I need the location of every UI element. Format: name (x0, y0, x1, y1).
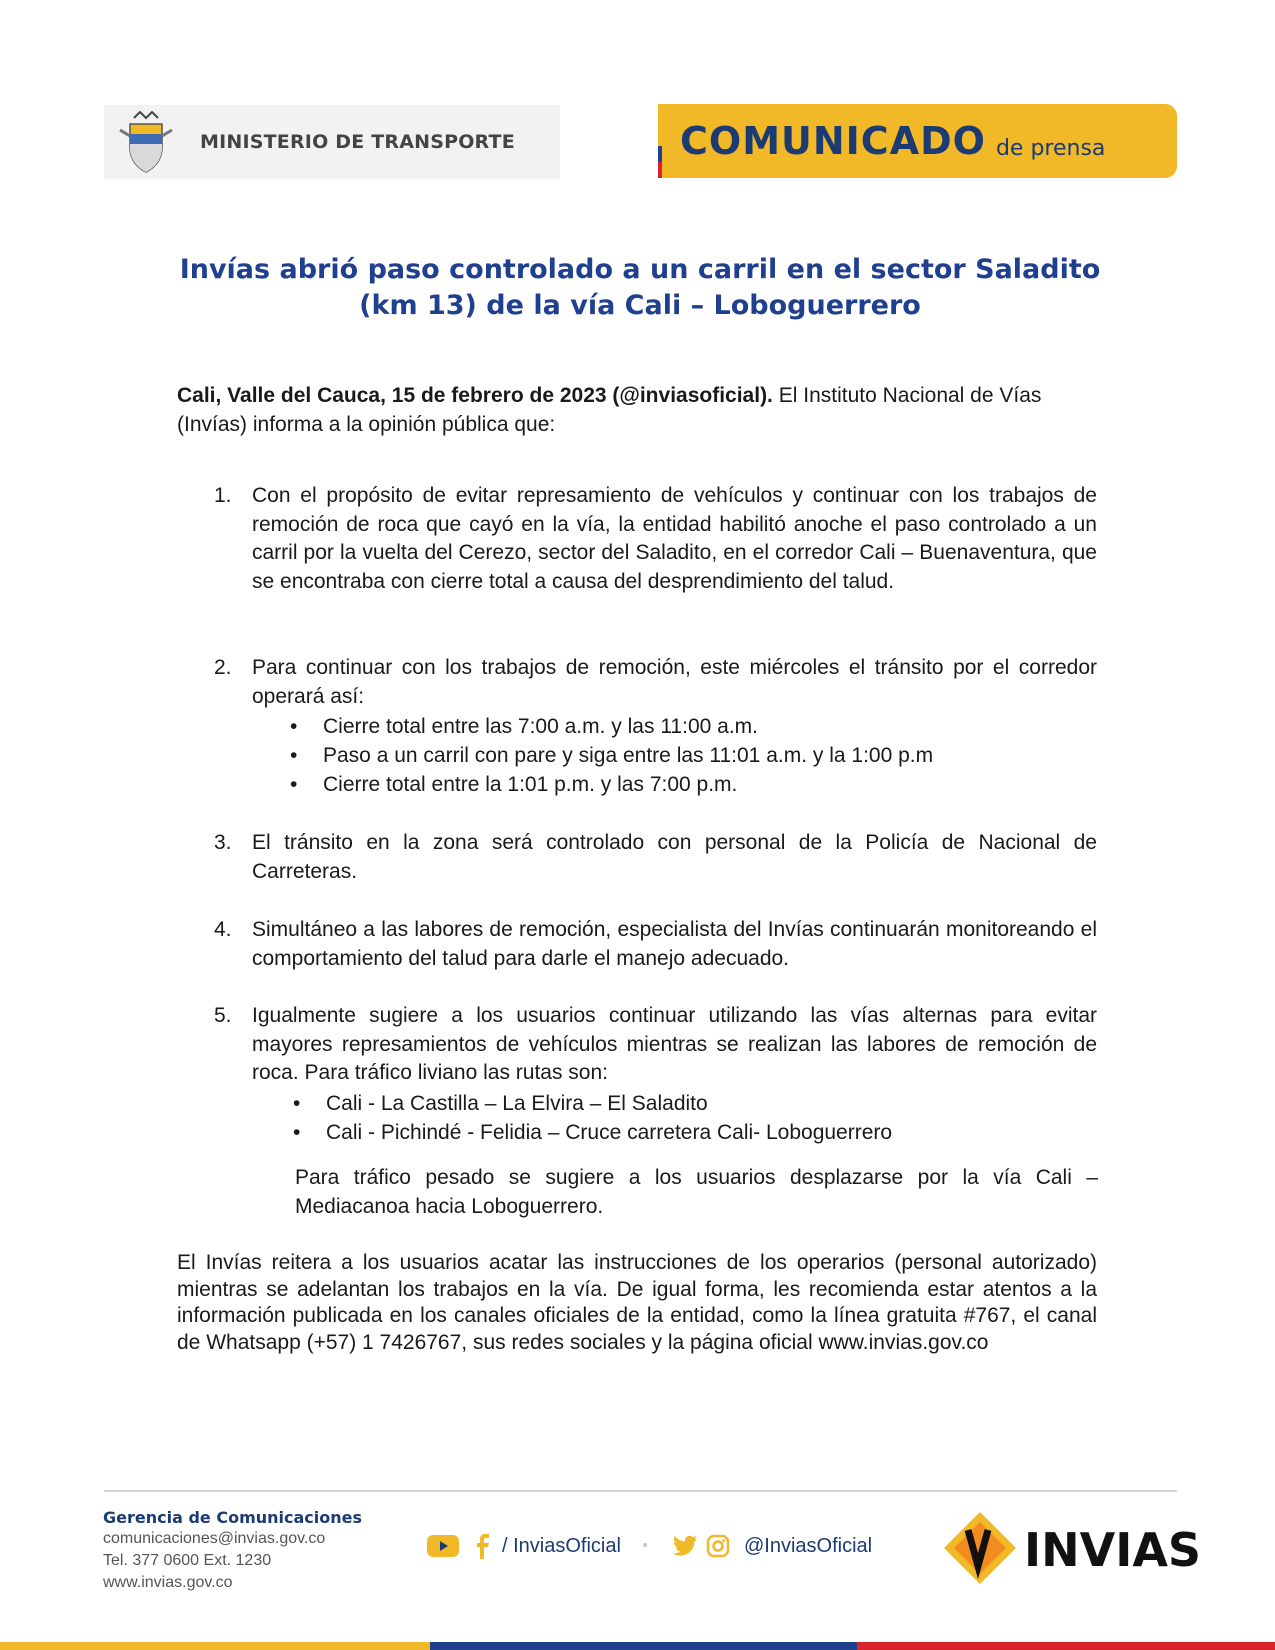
facebook-icon (472, 1533, 492, 1559)
youtube-icon (426, 1534, 460, 1558)
bullet-glyph: • (290, 715, 298, 738)
item-number: 1. (214, 484, 232, 507)
list-item-text: Para continuar con los trabajos de remoción, este miércoles el tránsito por el corredor operará así: (252, 656, 1097, 708)
closing-paragraph: El Invías reitera a los usuarios acatar las instrucciones de los operarios (personal autorizado) mientras se adelantan los trabajos en la vía. De igual forma, les recomienda estar atentos a la información publicada en los canales oficiales de la entidad, como la línea gratuita #767, el canal de Whatsapp (+57) 1 7426767, sus redes sociales y la página oficial www.invias.gov.co (177, 1251, 1097, 1354)
social-group-2 (672, 1532, 872, 1560)
flag-stripe (658, 130, 662, 178)
list-item-text: Con el propósito de evitar represamiento de vehículos y continuar con los trabajos de remoción de roca que cayó en la vía, la entidad habilitó anoche el paso controlado a un carril por la vuelta del Cerezo, sector del Saladito, en el corredor Cali – Buenaventura, que se encontraba con cierre total a causa del desprendimiento del talud. (252, 484, 1097, 593)
press-banner-subtitle: de prensa (995, 135, 1106, 161)
invias-logo-text: INVIAS (1024, 1523, 1202, 1577)
bullet-glyph: • (290, 773, 298, 796)
invias-logo-mark (940, 1510, 1202, 1586)
press-release-banner (658, 104, 1177, 178)
item-number: 4. (214, 918, 232, 941)
invias-logo (940, 1510, 1202, 1586)
intro-text: El Instituto Nacional de Vías (Invías) informa a la opinión pública que: (177, 384, 1042, 436)
facebook-handle: / InviasOficial (502, 1534, 621, 1557)
item-number: 5. (214, 1004, 232, 1027)
document-title (160, 252, 1120, 324)
footer-department: Gerencia de Comunicaciones (103, 1508, 363, 1527)
intro-paragraph (177, 382, 1097, 439)
bullet-text: Cierre total entre la 1:01 p.m. y las 7:00 p.m. (323, 773, 738, 796)
list-item-text: Igualmente sugiere a los usuarios continuar utilizando las vías alternas para evitar mayores represamientos de vehículos mientras se realizan las labores de remoción de roca. Para tráfico liviano las rutas son: (252, 1004, 1097, 1085)
title-line-1: Invías abrió paso controlado a un carril en el sector Saladito (179, 254, 1101, 285)
bottom-stripe-red (857, 1642, 1275, 1650)
item-number: 2. (214, 656, 232, 679)
bullet-text: Paso a un carril con pare y siga entre las 11:01 a.m. y la 1:00 p.m (323, 744, 934, 767)
list-item-text: Simultáneo a las labores de remoción, especialista del Invías continuarán monitoreando el comportamiento del talud para darle el manejo adecuado. (252, 918, 1097, 970)
bullet-text: Cali - Pichindé - Felidia – Cruce carretera Cali- Loboguerrero (326, 1121, 893, 1144)
separator-dot: • (640, 1538, 650, 1554)
bullet-text: Cali - La Castilla – La Elvira – El Saladito (326, 1092, 708, 1115)
item-number: 3. (214, 831, 232, 854)
footer-website: www.invias.gov.co (103, 1574, 233, 1591)
bullet-text: Cierre total entre las 7:00 a.m. y las 11:00 a.m. (323, 715, 758, 738)
bullet-glyph: • (293, 1121, 301, 1144)
title-line-2: (km 13) de la vía Cali – Loboguerrero (359, 290, 921, 321)
footer-email: comunicaciones@invias.gov.co (103, 1530, 326, 1547)
footer-phone: Tel. 377 0600 Ext. 1230 (103, 1552, 272, 1569)
bullet-glyph: • (290, 744, 298, 767)
ministry-header (104, 105, 560, 179)
press-banner-title: COMUNICADO (680, 119, 986, 163)
social-group-1 (426, 1532, 649, 1560)
bullet-glyph: • (293, 1092, 301, 1115)
heavy-traffic-note: Para tráfico pesado se sugiere a los usuarios desplazarse por la vía Cali – Mediacanoa hacia Loboguerrero. (295, 1166, 1098, 1218)
ministry-name: MINISTERIO DE TRANSPORTE (200, 131, 515, 153)
list-item-text: El tránsito en la zona será controlado con personal de la Policía de Nacional de Carreteras. (252, 831, 1097, 883)
twitter-icon (672, 1535, 698, 1557)
footer-divider (104, 1490, 1177, 1492)
instagram-icon (706, 1534, 730, 1558)
instagram-handle: @InviasOficial (744, 1534, 873, 1557)
bottom-stripe-blue (430, 1642, 857, 1650)
bottom-stripe-yellow (0, 1642, 430, 1650)
dateline: Cali, Valle del Cauca, 15 de febrero de 2023 (@inviasoficial). (177, 384, 773, 407)
coat-of-arms-icon (116, 110, 176, 174)
